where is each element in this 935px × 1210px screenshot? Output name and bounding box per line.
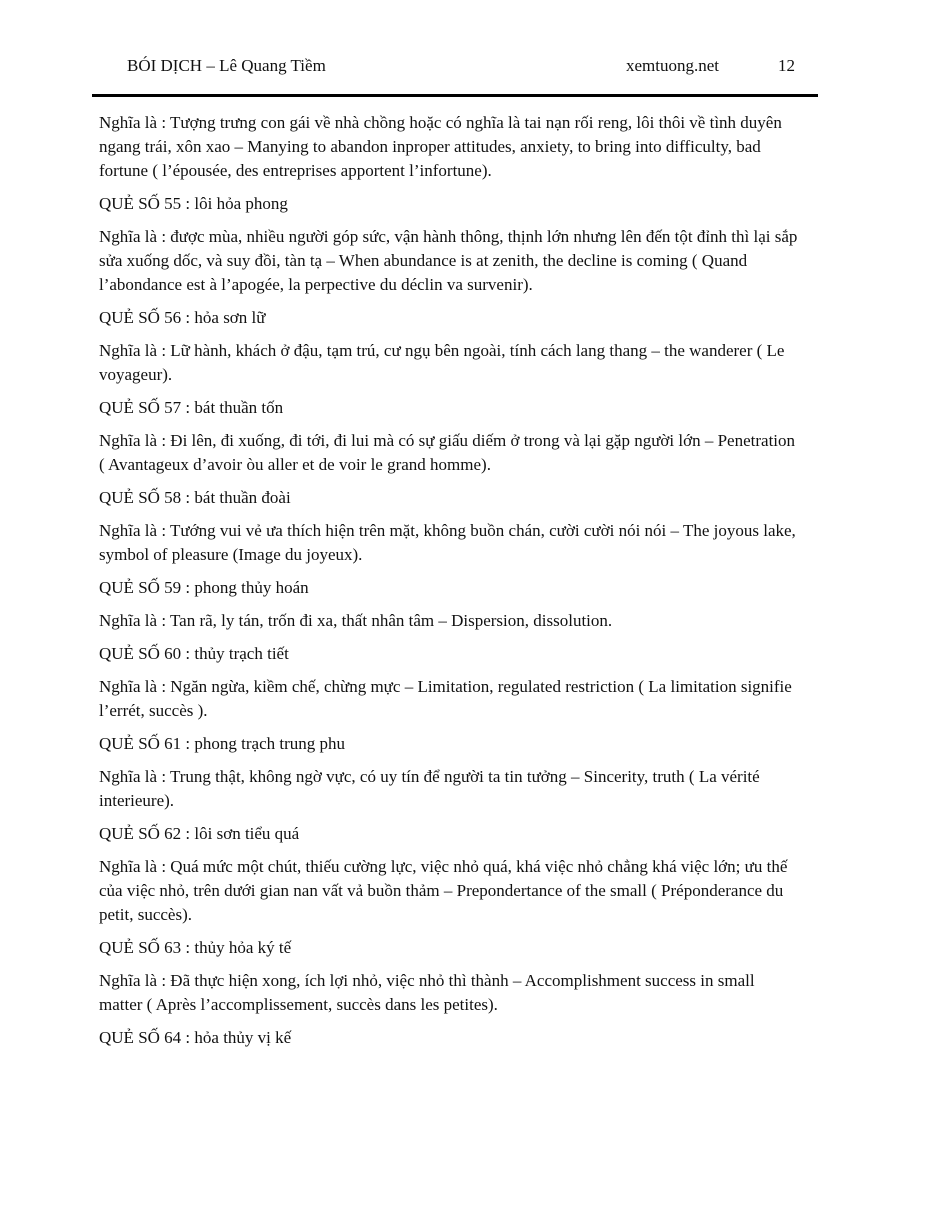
meaning-paragraph: Nghĩa là : Tướng vui vẻ ưa thích hiện trên mặt, không buồn chán, cười cười nói nói – The joyous lake, symbol of pleasure (Image du joyeux). bbox=[99, 521, 796, 564]
meaning-paragraph: Nghĩa là : Tan rã, ly tán, trốn đi xa, thất nhân tâm – Dispersion, dissolution. bbox=[99, 611, 613, 630]
header-title: BÓI DỊCH – Lê Quang Tiềm bbox=[127, 56, 326, 75]
hexagram-heading: QUẺ SỐ 64 : hỏa thủy vị kế bbox=[99, 1028, 292, 1047]
header-rule bbox=[92, 94, 818, 97]
hexagram-heading: QUẺ SỐ 61 : phong trạch trung phu bbox=[99, 734, 346, 753]
hexagram-heading: QUẺ SỐ 62 : lôi sơn tiểu quá bbox=[99, 824, 300, 843]
meaning-paragraph: Nghĩa là : Đã thực hiện xong, ích lợi nhỏ, việc nhỏ thì thành – Accomplishment success in small matter ( Après l’accomplissement, succès dans les petites). bbox=[99, 971, 755, 1014]
meaning-paragraph: Nghĩa là : Đi lên, đi xuống, đi tới, đi lui mà có sự giấu diếm ở trong và lại gặp người lớn – Penetration ( Avantageux d’avoir òu aller et de voir le grand homme). bbox=[99, 431, 796, 474]
page-number: 12 bbox=[778, 56, 795, 75]
hexagram-heading: QUẺ SỐ 57 : bát thuần tốn bbox=[99, 398, 284, 417]
hexagram-heading: QUẺ SỐ 60 : thủy trạch tiết bbox=[99, 644, 289, 663]
header-site: xemtuong.net bbox=[626, 56, 720, 75]
hexagram-heading: QUẺ SỐ 56 : hỏa sơn lữ bbox=[99, 308, 266, 327]
hexagram-heading: QUẺ SỐ 58 : bát thuần đoài bbox=[99, 488, 291, 507]
hexagram-heading: QUẺ SỐ 59 : phong thủy hoán bbox=[99, 578, 309, 597]
meaning-paragraph: Nghĩa là : Tượng trưng con gái về nhà chồng hoặc có nghĩa là tai nạn rối reng, lôi thôi về tình duyên ngang trái, xôn xao – Manying to abandon inproper attitudes, anxiety, to bring into difficulty, bad fortune ( l’épousée, des entreprises apportent l’infortune). bbox=[99, 113, 782, 180]
meaning-paragraph: Nghĩa là : Lữ hành, khách ở đậu, tạm trú, cư ngụ bên ngoài, tính cách lang thang – the wanderer ( Le voyageur). bbox=[99, 341, 785, 384]
meaning-paragraph: Nghĩa là : Trung thật, không ngờ vực, có uy tín để người ta tin tưởng – Sincerity, truth ( La vérité interieure). bbox=[99, 767, 760, 810]
page-header bbox=[0, 56, 935, 82]
meaning-paragraph: Nghĩa là : được mùa, nhiều người góp sức, vận hành thông, thịnh lớn nhưng lên đến tột đỉnh thì lại sắp sửa xuống dốc, và suy đồi, tàn tạ – When abundance is at zenith, the decline is coming ( Quand l’abondance est à l’apogée, la perpective du déclin va survenir). bbox=[99, 227, 798, 294]
meaning-paragraph: Nghĩa là : Quá mức một chút, thiếu cường lực, việc nhỏ quá, khá việc nhỏ chẳng khá việc lớn; ưu thế của việc nhỏ, trên dưới gian nan vất vả buồn thảm – Prepondertance of the small ( Préponderance du petit, succès). bbox=[99, 857, 788, 924]
page-body bbox=[99, 111, 799, 1059]
hexagram-heading: QUẺ SỐ 63 : thủy hỏa ký tế bbox=[99, 938, 292, 957]
hexagram-heading: QUẺ SỐ 55 : lôi hỏa phong bbox=[99, 194, 288, 213]
meaning-paragraph: Nghĩa là : Ngăn ngừa, kiềm chế, chừng mực – Limitation, regulated restriction ( La limitation signifie l’errét, succès ). bbox=[99, 677, 792, 720]
